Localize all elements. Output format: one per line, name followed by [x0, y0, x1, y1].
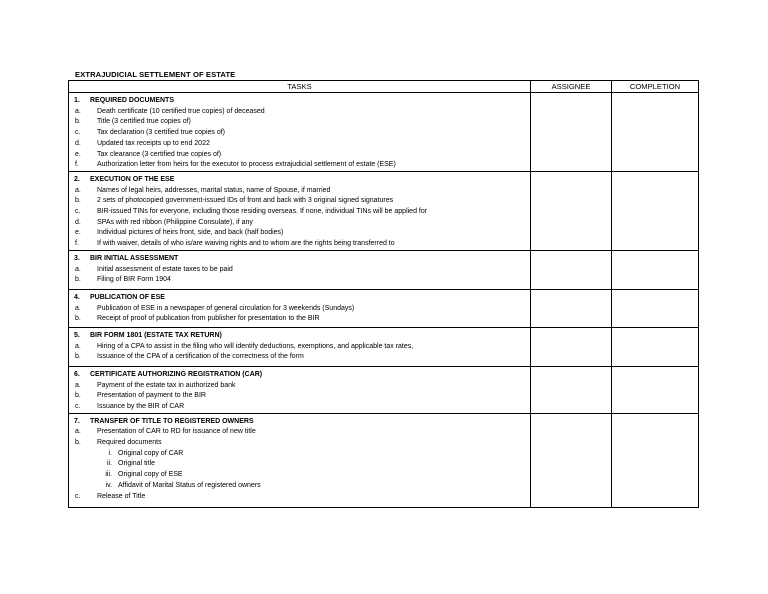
section-number: 4.	[74, 293, 80, 301]
section-number: 6.	[74, 370, 80, 378]
task-item	[74, 275, 530, 286]
task-item	[74, 239, 530, 250]
task-item	[74, 218, 530, 229]
item-text: Original copy of CAR	[118, 449, 184, 457]
task-item	[74, 139, 530, 150]
section-title-text: TRANSFER OF TITLE TO REGISTERED OWNERS	[90, 417, 254, 425]
item-text: Tax clearance (3 certified true copies of)	[97, 150, 222, 158]
item-text: Tax declaration (3 certified true copies of)	[97, 129, 226, 137]
section-title-text: BIR INITIAL ASSESSMENT	[90, 254, 179, 262]
item-letter: a.	[75, 304, 81, 312]
completion-cell[interactable]	[612, 250, 699, 289]
task-item	[74, 117, 530, 128]
section-number: 2.	[74, 175, 80, 183]
item-letter: a.	[75, 342, 81, 350]
task-item	[74, 314, 530, 325]
task-item	[74, 107, 530, 118]
item-letter: a.	[75, 381, 81, 389]
section-row	[69, 93, 699, 172]
section-row	[69, 250, 699, 289]
completion-cell[interactable]	[612, 413, 699, 507]
section-title-text: REQUIRED DOCUMENTS	[90, 97, 175, 104]
section-title	[74, 293, 530, 304]
task-cell	[69, 413, 531, 507]
document-title: EXTRAJUDICIAL SETTLEMENT OF ESTATE	[75, 70, 236, 79]
section-row	[69, 289, 699, 327]
item-letter: d.	[75, 218, 81, 226]
task-cell	[69, 171, 531, 250]
item-text: Required documents	[97, 439, 162, 447]
roman-numeral: iv.	[105, 481, 112, 489]
task-item	[74, 391, 530, 402]
completion-cell[interactable]	[612, 289, 699, 327]
assignee-cell[interactable]	[531, 413, 612, 507]
task-item	[74, 342, 530, 353]
task-item	[74, 186, 530, 197]
roman-numeral: ii.	[106, 460, 112, 468]
section-title	[74, 96, 530, 107]
item-letter: b.	[75, 392, 81, 400]
task-item	[74, 438, 530, 449]
item-letter: e.	[75, 229, 81, 237]
sub-item	[74, 459, 530, 470]
header-row	[69, 81, 699, 93]
header-assignee: ASSIGNEE	[531, 81, 612, 93]
task-cell	[69, 327, 531, 366]
task-item	[74, 207, 530, 218]
item-letter: f.	[75, 161, 79, 169]
item-letter: b.	[75, 276, 81, 284]
section-number: 5.	[74, 331, 80, 339]
assignee-cell[interactable]	[531, 93, 612, 172]
section-title-text: BIR FORM 1801 (ESTATE TAX RETURN)	[90, 331, 222, 339]
task-item	[74, 265, 530, 276]
section-title	[74, 175, 530, 186]
section-title	[74, 331, 530, 342]
tasks-table	[68, 80, 699, 508]
item-text: Payment of the estate tax in authorized bank	[97, 381, 236, 389]
item-text: Individual pictures of heirs front, side, and back (half bodies)	[97, 229, 284, 237]
assignee-cell[interactable]	[531, 250, 612, 289]
task-cell	[69, 250, 531, 289]
sub-item	[74, 470, 530, 481]
section-number: 7.	[74, 417, 80, 425]
task-item	[74, 381, 530, 392]
section-title-text: PUBLICATION OF ESE	[90, 293, 165, 301]
task-item	[74, 402, 530, 413]
task-item	[74, 352, 530, 363]
item-letter: c.	[75, 402, 81, 410]
roman-numeral: iii.	[105, 471, 112, 479]
task-item	[74, 196, 530, 207]
item-letter: d.	[75, 139, 81, 147]
sub-item	[74, 481, 530, 492]
task-item	[74, 304, 530, 315]
header-completion: COMPLETION	[612, 81, 699, 93]
item-text: Names of legal heirs, addresses, marital status, name of Spouse, if married	[97, 186, 331, 194]
item-letter: c.	[75, 129, 81, 137]
item-text: Original title	[118, 460, 155, 468]
section-title	[74, 370, 530, 381]
item-text: Presentation of payment to the BIR	[97, 392, 206, 400]
item-text: 2 sets of photocopied government-issued IDs of front and back with 3 original signed signatures	[97, 197, 394, 205]
task-item	[74, 128, 530, 139]
section-title-text: EXECUTION OF THE ESE	[90, 175, 175, 183]
item-text: Publication of ESE in a newspaper of general circulation for 3 weekends (Sundays)	[97, 304, 355, 312]
task-item	[74, 427, 530, 438]
task-cell	[69, 93, 531, 172]
item-text: Authorization letter from heirs for the executor to process extrajudicial settlement of estate (ESE)	[97, 161, 396, 169]
item-letter: c.	[75, 208, 81, 216]
header-tasks: TASKS	[69, 81, 531, 93]
assignee-cell[interactable]	[531, 289, 612, 327]
item-text: SPAs with red ribbon (Philippine Consulate), if any	[97, 218, 253, 226]
assignee-cell[interactable]	[531, 171, 612, 250]
task-item	[74, 492, 530, 503]
item-letter: b.	[75, 118, 81, 126]
item-text: BIR-issued TINs for everyone, including those residing overseas. If none, individual TINs will be applied for	[97, 208, 428, 216]
completion-cell[interactable]	[612, 327, 699, 366]
section-row	[69, 171, 699, 250]
item-letter: e.	[75, 150, 81, 158]
item-text: Updated tax receipts up to end 2022	[97, 139, 210, 147]
roman-numeral: i.	[108, 449, 112, 457]
item-text: If with waiver, details of who is/are waiving rights and to whom are the rights being transferred to	[97, 240, 395, 248]
item-letter: b.	[75, 315, 81, 323]
sub-item	[74, 449, 530, 460]
item-text: Presentation of CAR to RD for issuance of new title	[97, 428, 256, 436]
completion-cell[interactable]	[612, 171, 699, 250]
item-letter: a.	[75, 107, 81, 115]
item-text: Affidavit of Marital Status of registered owners	[118, 481, 261, 489]
section-title-text: CERTIFICATE AUTHORIZING REGISTRATION (CAR)	[90, 370, 263, 378]
item-text: Initial assessment of estate taxes to be paid	[97, 265, 233, 273]
item-letter: b.	[75, 197, 81, 205]
assignee-cell[interactable]	[531, 366, 612, 413]
item-text: Receipt of proof of publication from publisher for presentation to the BIR	[97, 315, 320, 323]
item-letter: b.	[75, 439, 81, 447]
item-text: Issuance of the CPA of a certification of the correctness of the form	[97, 353, 304, 361]
item-text: Filing of BIR Form 1904	[97, 276, 171, 284]
item-text: Original copy of ESE	[118, 471, 183, 479]
task-cell	[69, 289, 531, 327]
item-letter: c.	[75, 492, 81, 500]
section-row	[69, 327, 699, 366]
item-letter: b.	[75, 353, 81, 361]
task-cell	[69, 366, 531, 413]
item-letter: a.	[75, 186, 81, 194]
section-row	[69, 413, 699, 507]
section-title	[74, 254, 530, 265]
item-text: Issuance by the BIR of CAR	[97, 402, 185, 410]
completion-cell[interactable]	[612, 93, 699, 172]
completion-cell[interactable]	[612, 366, 699, 413]
item-text: Hiring of a CPA to assist in the filing who will identify deductions, exemptions, and applicable tax rates,	[97, 342, 414, 350]
section-row	[69, 366, 699, 413]
task-item	[74, 228, 530, 239]
task-item	[74, 160, 530, 171]
section-number: 3.	[74, 254, 80, 262]
item-text: Death certificate (10 certified true copies) of deceased	[97, 107, 265, 115]
item-text: Release of Title	[97, 492, 146, 500]
item-letter: f.	[75, 240, 79, 248]
item-letter: a.	[75, 428, 81, 436]
item-letter: a.	[75, 265, 81, 273]
task-item	[74, 150, 530, 161]
section-title	[74, 417, 530, 428]
item-text: Title (3 certified true copies of)	[97, 118, 191, 126]
section-number: 1.	[74, 97, 80, 104]
assignee-cell[interactable]	[531, 327, 612, 366]
